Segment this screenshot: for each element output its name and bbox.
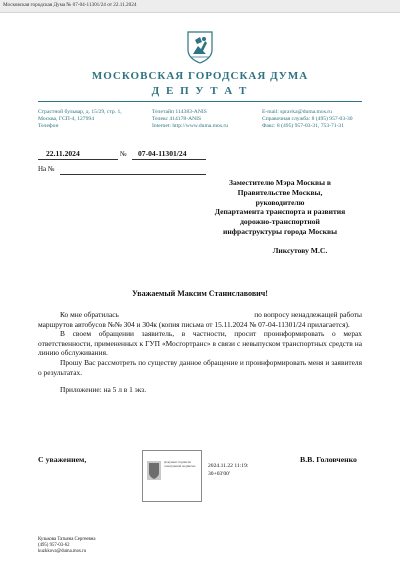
executor-footer — [38, 537, 95, 555]
body-paragraph: Прошу Вас рассмотреть по существу данное обращение и проинформировать меня и заявителя о результатах. — [38, 357, 362, 377]
org-title: МОСКОВСКАЯ ГОРОДСКАЯ ДУМА — [91, 70, 309, 82]
recipient-block — [200, 178, 360, 256]
document-header-bar — [0, 0, 400, 13]
recipient-line: Департамента транспорта и развития — [214, 207, 346, 217]
reference-line: Справочная служба: 8 (495) 957-03-30 — [262, 116, 353, 123]
recipient-line: инфраструктуры города Москвы — [222, 226, 338, 236]
address-line: Москва, ГСП-4, 127994 — [38, 116, 94, 123]
executor-name: Кузькова Татьяна Сергеевна — [38, 537, 96, 542]
salutation: Уважаемый Максим Станиславович! — [132, 289, 268, 298]
address-block — [38, 109, 122, 131]
body-paragraph: маршрутов автобусов №№ 304 и 304к (копия письма от 15.11.2024 № 07-04-11301/24 прилагается). — [38, 319, 350, 329]
number-underline — [132, 158, 206, 160]
stamp-datetime: 2024.11.22 11:19: — [208, 463, 249, 469]
telegraph-line: Телетайп 114383-ANIS — [152, 109, 207, 115]
org-subtitle: Д Е П У Т А Т — [151, 85, 249, 97]
attachment-line: Приложение: на 5 л в 1 экз. — [60, 385, 147, 395]
recipient-line: дорожно-транспортной — [240, 217, 320, 227]
number-sign: № — [120, 150, 127, 158]
contact-block — [262, 109, 353, 131]
electronic-signature-stamp — [142, 450, 202, 502]
signer-name: В.В. Головченко — [300, 455, 357, 464]
closing-regards: С уважением, — [38, 455, 87, 464]
stamp-title: Документ подписан — [164, 460, 191, 464]
signature-emblem-icon — [147, 461, 161, 480]
reference-label: На № — [38, 165, 55, 173]
header-bar-text: Московская городская Дума № 07-04-11301/24 от 22.11.2024 — [3, 2, 137, 8]
date-underline — [38, 158, 118, 160]
telegraph-block — [152, 109, 228, 131]
telegraph-line: Телекс 414178-ANIS — [152, 116, 202, 123]
body-paragraph: по вопросу ненадлежащей работы — [254, 310, 362, 319]
executor-email[interactable]: kuzkkova@duma.mos.ru — [38, 549, 87, 554]
stamp-subtitle: электронной подписью — [164, 464, 196, 468]
address-line: Страстной бульвар, д. 15/29, стр. 1, — [38, 109, 122, 115]
recipient-line: Заместителю Мэра Москвы в — [228, 178, 332, 187]
stamp-timestamp — [208, 463, 248, 478]
recipient-line: Правительстве Москвы, — [237, 187, 323, 197]
stamp-timezone: 30+03'00' — [208, 470, 230, 477]
body-paragraph: В своем обращении заявитель, в частности, просит проинформировать о мерах ответственности, примененных к ГУП «Мосгортранс» в связи с невыпуском транспортных средств на линию обслуживания. — [38, 329, 362, 358]
document-number: 07-04-11301/24 — [138, 149, 187, 158]
executor-phone: (495) 957-03-62 — [38, 543, 70, 548]
website-line[interactable]: Internet: http://www.duma.mos.ru — [152, 123, 229, 130]
fax-line: Факс: 8 (495) 957-03-31, 753-71-31 — [262, 123, 345, 130]
address-line: Телефон — [38, 123, 59, 130]
document-date: 22.11.2024 — [46, 149, 80, 158]
header-divider — [38, 101, 362, 102]
email-line[interactable]: E-mail: spravka@duma.mos.ru — [262, 109, 332, 115]
moscow-coat-of-arms-icon — [185, 30, 215, 64]
body-paragraph: Ко мне обратилась — [60, 310, 119, 319]
reference-underline — [60, 173, 206, 175]
letter-body — [38, 310, 362, 395]
recipient-name: Ликсутову М.С. — [272, 245, 328, 255]
recipient-line: руководителю — [255, 197, 305, 207]
